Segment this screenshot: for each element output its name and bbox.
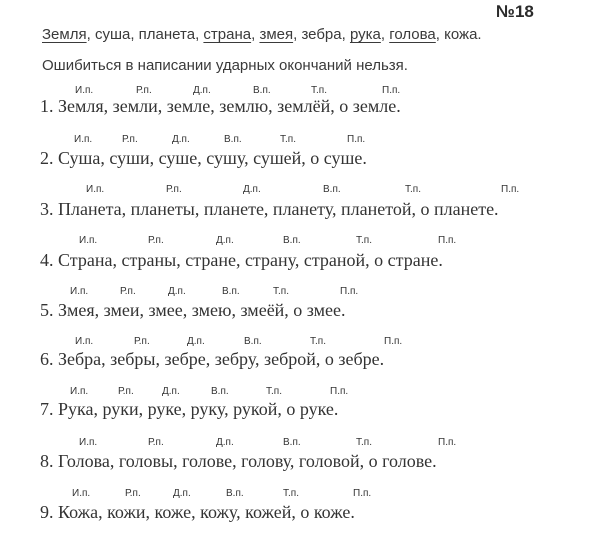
word-list: Земля, суша, планета, страна, змея, зебра, рука, голова, кожа. [42,26,482,43]
case-label: В.п. [323,184,341,195]
case-label: Т.п. [283,488,299,499]
word-item: рука [349,26,381,43]
case-label: Т.п. [266,386,282,397]
case-label: Д.п. [216,437,234,448]
case-label: И.п. [79,235,98,246]
case-label: П.п. [353,488,372,499]
case-label: Т.п. [311,85,327,96]
case-label: Р.п. [166,184,182,195]
case-label: Д.п. [187,336,205,347]
word-item: суша [94,26,131,43]
case-label: И.п. [74,134,93,145]
declension-line: 3. Планета, планеты, планете, планету, планетой, о планете. [40,199,499,219]
case-label: И.п. [70,286,89,297]
declension-line: 9. Кожа, кожи, коже, кожу, кожей, о коже. [40,502,355,522]
case-label: Д.п. [162,386,180,397]
case-label: Т.п. [280,134,296,145]
word-item: змея [259,26,294,43]
case-label: П.п. [384,336,403,347]
case-label: В.п. [224,134,242,145]
case-label: И.п. [79,437,98,448]
declension-line: 5. Змея, змеи, змее, змею, змеёй, о змее. [40,300,346,320]
declension-line: 4. Страна, страны, стране, страну, страной, о стране. [40,250,443,270]
case-label: Р.п. [134,336,150,347]
declension-line: 1. Земля, земли, земле, землю, землёй, о земле. [40,96,401,116]
case-label: П.п. [501,184,520,195]
case-label: П.п. [347,134,366,145]
case-label: Р.п. [125,488,141,499]
word-item: зебра [301,26,342,43]
declension-line: 6. Зебра, зебры, зебре, зебру, зеброй, о зебре. [40,349,385,369]
word-item: Земля [42,26,87,43]
case-label: И.п. [75,85,94,96]
word-item: голова [389,26,436,43]
case-label: Р.п. [148,437,164,448]
case-label: Т.п. [356,437,372,448]
case-label: И.п. [86,184,105,195]
case-label: Р.п. [120,286,136,297]
case-label: В.п. [211,386,229,397]
case-label: И.п. [75,336,94,347]
case-label: В.п. [222,286,240,297]
case-label: П.п. [330,386,349,397]
rule-note: Ошибиться в написании ударных окончаний нельзя. [42,57,408,74]
case-label: Т.п. [356,235,372,246]
case-label: Д.п. [193,85,211,96]
case-label: Д.п. [168,286,186,297]
case-label: Р.п. [118,386,134,397]
case-label: Д.п. [173,488,191,499]
case-label: П.п. [382,85,401,96]
case-label: Т.п. [273,286,289,297]
case-label: Д.п. [243,184,261,195]
case-label: Т.п. [310,336,326,347]
case-label: Р.п. [122,134,138,145]
declension-line: 7. Рука, руки, руке, руку, рукой, о руке. [40,399,339,419]
case-label: В.п. [226,488,244,499]
case-label: Р.п. [136,85,152,96]
case-label: Р.п. [148,235,164,246]
case-label: В.п. [283,437,301,448]
word-item: планета [138,26,196,43]
word-item: страна [203,26,252,43]
declension-line: 2. Суша, суши, суше, сушу, сушей, о суше. [40,148,367,168]
case-label: И.п. [70,386,89,397]
case-label: В.п. [244,336,262,347]
case-label: В.п. [283,235,301,246]
case-label: Т.п. [405,184,421,195]
case-label: Д.п. [216,235,234,246]
case-label: П.п. [438,235,457,246]
case-label: В.п. [253,85,271,96]
declension-line: 8. Голова, головы, голове, голову, головой, о голове. [40,451,437,471]
case-label: Д.п. [172,134,190,145]
case-label: П.п. [340,286,359,297]
task-number: №18 [496,2,534,21]
case-label: П.п. [438,437,457,448]
word-item: кожа [444,26,478,43]
case-label: И.п. [72,488,91,499]
